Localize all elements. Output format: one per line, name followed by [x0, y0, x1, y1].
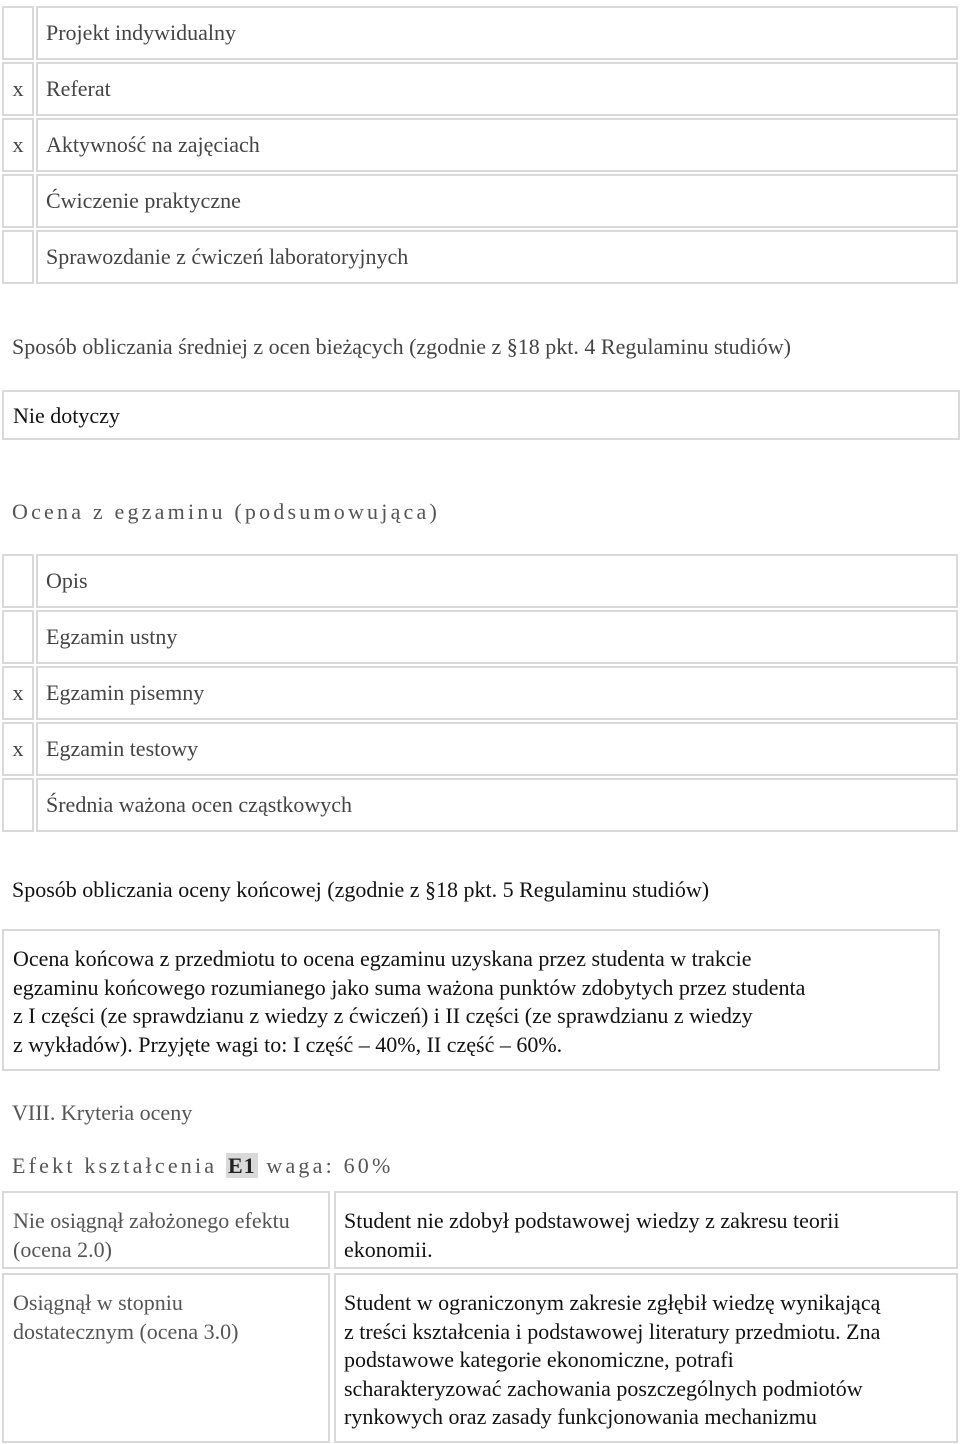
final-description — [13, 945, 805, 1059]
description-line: scharakteryzować zachowania poszczególnych podmiotów — [344, 1375, 863, 1401]
level-line: dostatecznym (ocena 3.0) — [13, 1318, 239, 1344]
checkbox-mark[interactable]: x — [2, 62, 34, 116]
table-row — [2, 230, 958, 284]
exam-heading: Ocena z egzaminu (podsumowująca) — [12, 499, 440, 524]
effect-heading — [12, 1152, 394, 1180]
criteria-level-cell — [2, 1273, 330, 1443]
exam-label: Średnia ważona ocen cząstkowych — [36, 778, 958, 832]
description-line: z wykładów). Przyjęte wagi to: I część – 40%, II część – 60%. — [13, 1031, 563, 1057]
criteria-description — [344, 1207, 839, 1264]
criteria-description-cell — [334, 1273, 958, 1443]
average-heading: Sposób obliczania średniej z ocen bieżących (zgodnie z §18 pkt. 4 Regulaminu studiów) — [12, 334, 791, 359]
effect-prefix: Efekt kształcenia — [12, 1153, 218, 1178]
level-line: Osiągnął w stopniu — [13, 1290, 183, 1315]
table-row — [2, 62, 958, 116]
final-description-box — [2, 929, 940, 1071]
description-line: podstawowe kategorie ekonomiczne, potrafi — [344, 1347, 734, 1372]
table-row — [2, 666, 958, 720]
description-line: Student nie zdobył podstawowej wiedzy z zakresu teorii — [344, 1208, 840, 1233]
criteria-description — [344, 1289, 880, 1432]
table-row — [2, 722, 958, 776]
checkbox-mark[interactable] — [2, 174, 34, 228]
section-title: VIII. Kryteria oceny — [12, 1100, 193, 1125]
description-line: z I części (ze sprawdzianu z wiedzy z ćwiczeń) i II części (ze sprawdzianu z wiedzy — [13, 1003, 753, 1028]
table-row — [2, 610, 958, 664]
exam-table — [0, 552, 960, 834]
method-label: Ćwiczenie praktyczne — [36, 174, 958, 228]
checkbox-mark[interactable] — [2, 554, 34, 608]
exam-label: Egzamin ustny — [36, 610, 958, 664]
checkbox-mark[interactable]: x — [2, 722, 34, 776]
level-line: Nie osiągnął założonego efektu — [13, 1208, 290, 1233]
criteria-level — [13, 1207, 290, 1264]
method-label: Aktywność na zajęciach — [36, 118, 958, 172]
method-label: Referat — [36, 62, 958, 116]
table-row — [2, 174, 958, 228]
effect-code: E1 — [227, 1153, 256, 1178]
checkbox-mark[interactable] — [2, 230, 34, 284]
method-label: Sprawozdanie z ćwiczeń laboratoryjnych — [36, 230, 958, 284]
checkbox-mark[interactable] — [2, 6, 34, 60]
checkbox-mark[interactable]: x — [2, 666, 34, 720]
description-line: rynkowych oraz zasady funkcjonowania mechanizmu — [344, 1404, 817, 1429]
checkbox-mark[interactable] — [2, 778, 34, 832]
average-value: Nie dotyczy — [13, 403, 120, 428]
exam-label: Opis — [36, 554, 958, 608]
exam-label: Egzamin pisemny — [36, 666, 958, 720]
effect-weight: waga: 60% — [266, 1153, 394, 1178]
description-line: z treści kształcenia i podstawowej literatury przedmiotu. Zna — [344, 1318, 881, 1344]
methods-table — [0, 4, 960, 286]
criteria-level — [13, 1289, 238, 1346]
description-line: Ocena końcowa z przedmiotu to ocena egzaminu uzyskana przez studenta w trakcie — [13, 946, 752, 971]
level-line: (ocena 2.0) — [13, 1236, 112, 1262]
final-heading: Sposób obliczania oceny końcowej (zgodnie z §18 pkt. 5 Regulaminu studiów) — [12, 877, 710, 902]
description-line: ekonomii. — [344, 1236, 433, 1262]
criteria-level-cell — [2, 1191, 330, 1269]
checkbox-mark[interactable]: x — [2, 118, 34, 172]
description-line: egzaminu końcowego rozumianego jako suma ważona punktów zdobytych przez studenta — [13, 974, 806, 1000]
exam-label: Egzamin testowy — [36, 722, 958, 776]
table-row — [2, 554, 958, 608]
description-line: Student w ograniczonym zakresie zgłębił wiedzę wynikającą — [344, 1290, 881, 1315]
average-value-box — [2, 390, 960, 440]
method-label: Projekt indywidualny — [36, 6, 958, 60]
table-row — [2, 118, 958, 172]
checkbox-mark[interactable] — [2, 610, 34, 664]
table-row — [2, 6, 958, 60]
criteria-description-cell — [334, 1191, 958, 1269]
table-row — [2, 778, 958, 832]
